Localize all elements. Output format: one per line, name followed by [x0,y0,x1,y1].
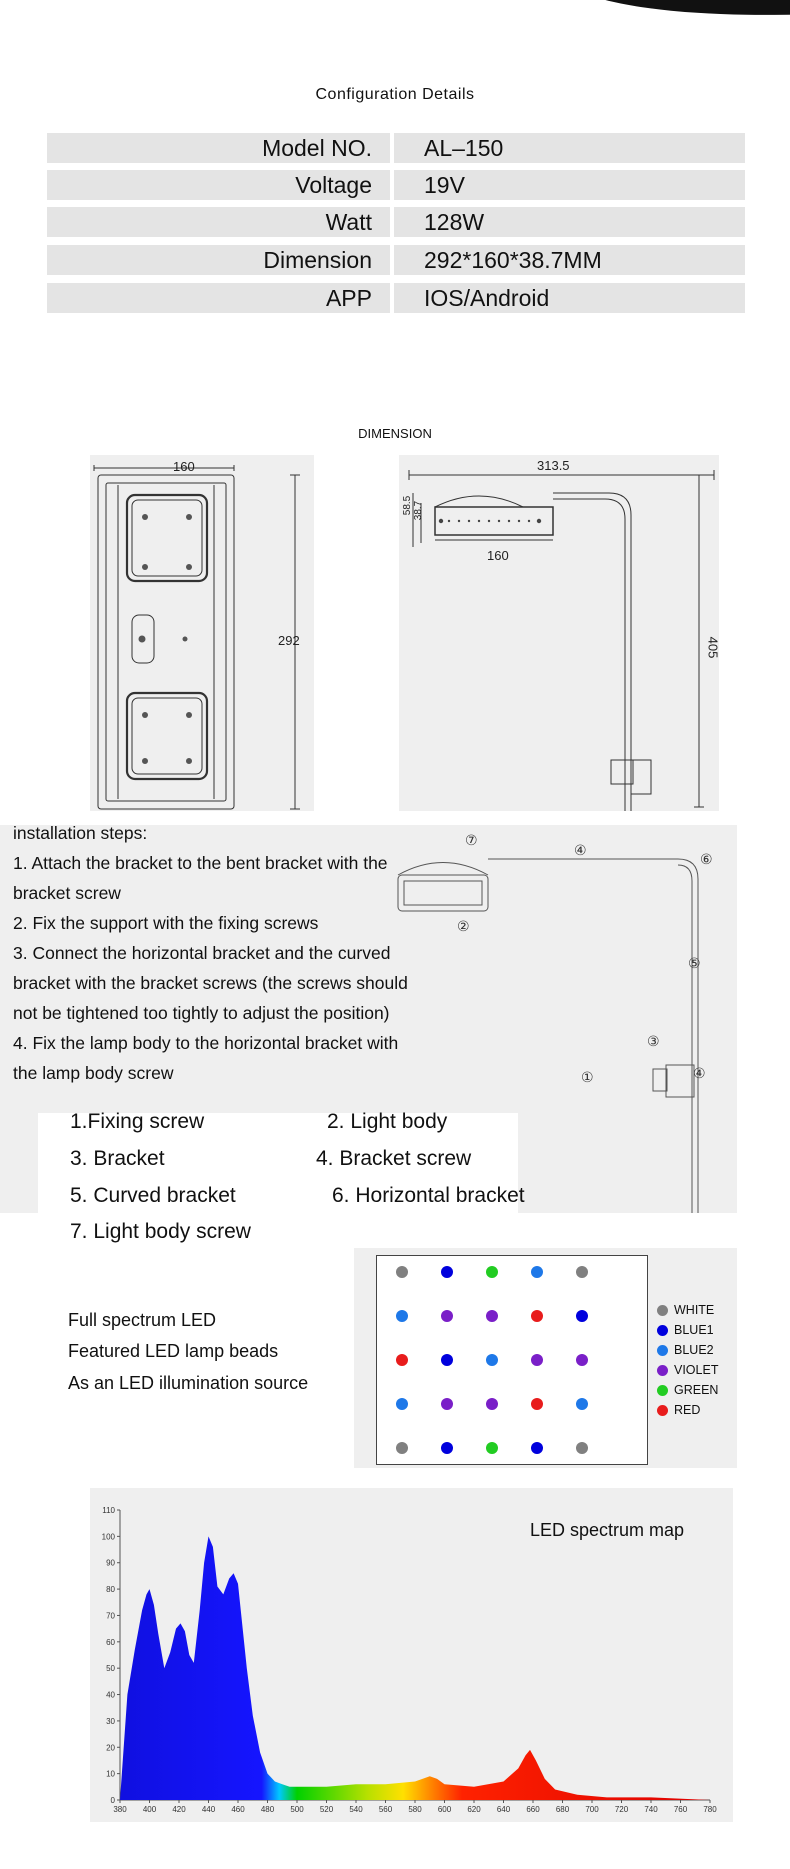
installation-heading: installation steps: [13,823,148,843]
x-tick-label: 600 [437,1805,452,1814]
led-bead-green [486,1266,498,1278]
led-bead-violet [486,1398,498,1410]
config-row-dimension [47,245,745,275]
side-width-label: 313.5 [537,458,570,473]
top-width-label: 160 [173,459,195,474]
legend-swatch [657,1325,668,1336]
callout-4-top: ④ [574,843,587,859]
led-bead-violet [441,1310,453,1322]
led-bead-white [396,1266,408,1278]
legend-label: BLUE1 [674,1323,714,1337]
x-tick-label: 580 [408,1805,422,1814]
led-bead-violet [486,1310,498,1322]
led-bead-white [576,1442,588,1454]
config-value: IOS/Android [394,283,745,313]
led-bead-white [576,1266,588,1278]
side-height-b-label: 38.7 [413,500,425,521]
part-1: 1.Fixing screw [70,1110,205,1133]
led-bead-blue1 [576,1310,588,1322]
step-line: 4. Fix the lamp body to the horizontal bracket with [13,1033,399,1053]
y-tick-label: 50 [106,1664,115,1674]
part-2: 2. Light body [327,1110,448,1133]
part-6: 6. Horizontal bracket [332,1184,525,1207]
led-legend [657,1300,737,1420]
x-tick-label: 500 [290,1805,304,1814]
x-tick-label: 720 [614,1805,629,1814]
y-tick-label: 20 [106,1743,115,1753]
led-bead-violet [576,1354,588,1366]
x-tick-label: 460 [231,1805,245,1814]
callout-4-bottom: ④ [693,1066,706,1082]
config-value: 128W [394,207,745,237]
step-line: not be tightened too tightly to adjust the position) [13,1003,390,1023]
x-tick-label: 480 [260,1805,275,1814]
legend-item-white [657,1300,737,1320]
led-bead-grid-svg [377,1256,647,1464]
led-desc-1: Full spectrum LED [68,1310,217,1330]
config-row-watt [47,207,745,237]
legend-item-blue2 [657,1340,737,1360]
config-key: APP [47,283,390,313]
y-tick-label: 40 [106,1690,115,1700]
y-tick-label: 10 [106,1769,115,1779]
callout-7: ⑦ [465,833,478,849]
y-tick-label: 100 [101,1532,115,1542]
config-value: AL–150 [394,133,745,163]
config-key: Voltage [47,170,390,200]
legend-item-green [657,1380,737,1400]
led-bead-blue2 [531,1266,543,1278]
led-bead-blue1 [441,1354,453,1366]
step-line: 2. Fix the support with the fixing screws [13,913,319,933]
side-view-panel [399,455,719,811]
x-tick-label: 440 [201,1805,216,1814]
y-tick-label: 70 [106,1611,115,1621]
y-tick-label: 0 [110,1796,115,1805]
led-bead-blue2 [576,1398,588,1410]
legend-swatch [657,1305,668,1316]
legend-label: RED [674,1403,701,1417]
dimension-title: DIMENSION [358,426,432,441]
led-bead-red [396,1354,408,1366]
y-tick-label: 60 [106,1637,115,1647]
led-bead-blue2 [396,1310,408,1322]
callout-6: ⑥ [700,852,713,868]
y-tick-label: 80 [106,1585,115,1595]
step-line: the lamp body screw [13,1063,174,1083]
x-tick-label: 760 [673,1805,688,1814]
config-value: 292*160*38.7MM [394,245,745,275]
part-4: 4. Bracket screw [316,1147,472,1170]
led-bead-white [396,1442,408,1454]
x-tick-label: 520 [319,1805,334,1814]
config-row-model [47,133,745,163]
legend-label: BLUE2 [674,1343,714,1357]
lamp-side-view-drawing [399,455,719,811]
step-line: bracket screw [13,883,121,903]
led-bead-red [531,1310,543,1322]
x-tick-label: 740 [644,1805,658,1814]
config-row-voltage [47,170,745,200]
callout-3: ③ [647,1034,660,1050]
legend-swatch [657,1405,668,1416]
led-bead-blue1 [441,1266,453,1278]
config-key: Model NO. [47,133,390,163]
x-tick-label: 780 [703,1805,717,1814]
step-line: 3. Connect the horizontal bracket and the curved [13,943,391,963]
top-length-label: 292 [278,633,300,648]
led-bead-blue2 [486,1354,498,1366]
side-height-a-label: 58.5 [402,495,414,516]
x-tick-label: 640 [496,1805,511,1814]
y-tick-label: 30 [106,1716,115,1726]
x-tick-label: 380 [113,1805,127,1814]
x-tick-label: 700 [585,1805,599,1814]
spectrum-title: LED spectrum map [530,1520,685,1540]
x-tick-label: 560 [378,1805,393,1814]
callout-5: ⑤ [688,956,701,972]
config-row-app [47,283,745,313]
led-bead-violet [441,1398,453,1410]
led-bead-red [531,1398,543,1410]
led-bead-blue2 [396,1398,408,1410]
y-tick-label: 110 [102,1506,115,1515]
legend-label: GREEN [674,1383,719,1397]
callout-2: ② [457,919,470,935]
led-bead-grid [376,1255,648,1465]
callout-1: ① [581,1070,594,1086]
led-desc-3: As an LED illumination source [68,1373,309,1393]
led-desc-2: Featured LED lamp beads [68,1341,279,1361]
part-3: 3. Bracket [70,1147,165,1170]
side-lamp-width-label: 160 [487,548,509,563]
x-tick-label: 400 [142,1805,157,1814]
spectrum-area [120,1536,710,1800]
header-decoration [558,0,790,32]
legend-item-violet [657,1360,737,1380]
config-key: Dimension [47,245,390,275]
x-tick-label: 420 [172,1805,186,1814]
legend-label: VIOLET [674,1363,719,1377]
x-tick-label: 680 [555,1805,570,1814]
led-bead-blue1 [441,1442,453,1454]
installation-steps [13,818,443,1088]
led-bead-violet [531,1354,543,1366]
step-line: 1. Attach the bracket to the bent bracket with the [13,853,388,873]
side-total-height-label: 405 [705,636,721,659]
config-key: Watt [47,207,390,237]
x-tick-label: 540 [349,1805,363,1814]
part-5: 5. Curved bracket [70,1184,236,1207]
x-tick-label: 660 [526,1805,540,1814]
step-line: bracket with the bracket screws (the screws should [13,973,408,993]
legend-swatch [657,1365,668,1376]
y-tick-label: 90 [106,1558,115,1568]
legend-label: WHITE [674,1303,715,1317]
config-title: Configuration Details [315,86,475,103]
led-bead-green [486,1442,498,1454]
x-tick-label: 620 [467,1805,481,1814]
legend-item-blue1 [657,1320,737,1340]
config-value: 19V [394,170,745,200]
led-bead-blue1 [531,1442,543,1454]
legend-swatch [657,1345,668,1356]
part-7: 7. Light body screw [70,1220,251,1243]
legend-swatch [657,1385,668,1396]
legend-item-red [657,1400,737,1420]
